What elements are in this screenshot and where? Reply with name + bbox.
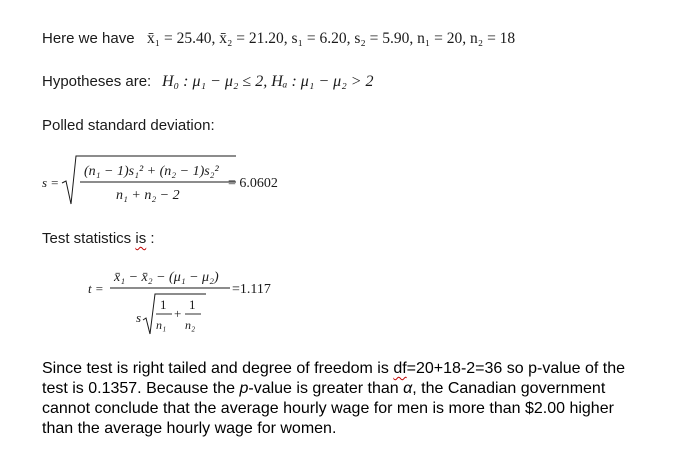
t-numerator: x̄₁ − x̄₂ − (μ₁ − μ₂) bbox=[114, 270, 219, 285]
hypotheses-formula: H₀ : μ₁ − μ₂ ≤ 2, Hₐ : μ₁ − μ₂ > 2 bbox=[162, 73, 374, 90]
pooled-sd-formula bbox=[40, 150, 320, 216]
t-lhs: t = bbox=[88, 281, 104, 296]
pooled-sd-label: Polled standard deviation: bbox=[42, 117, 215, 134]
t-frac1-num: 1 bbox=[160, 297, 167, 312]
t-frac2-den: n₂ bbox=[185, 318, 196, 332]
t-statistic-formula bbox=[88, 262, 318, 340]
pooled-sd-denominator: n₁ + n₂ − 2 bbox=[116, 188, 180, 203]
t-result: =1.117 bbox=[232, 282, 271, 297]
hypotheses-label: Hypotheses are: bbox=[42, 73, 152, 90]
t-frac2-num: 1 bbox=[189, 297, 196, 312]
t-frac1-den: n₁ bbox=[156, 318, 167, 332]
conclusion-paragraph: Since test is right tailed and degree of freedom is df=20+18-2=36 so p-value of the test is 0.1357. Because the p-value is greater than α, the Canadian government cannot conclude that the average hourly wage for men is more than $2.00 higher than the average hourly wage for women. bbox=[42, 360, 626, 437]
pooled-sd-lhs: s = bbox=[42, 175, 60, 190]
pooled-sd-result: = 6.0602 bbox=[228, 176, 278, 191]
t-denominator-s: s bbox=[136, 310, 142, 325]
given-values: x̄₁ = 25.40, x̄₂ = 21.20, s₁ = 6.20, s₂ = 5.90, n₁ = 20, n₂ = 18 bbox=[147, 30, 516, 47]
test-statistics-label: Test statistics is : bbox=[42, 230, 155, 247]
given-label: Here we have bbox=[42, 30, 135, 47]
t-plus: + bbox=[174, 306, 182, 321]
pooled-sd-numerator: (n₁ − 1)s₁² + (n₂ − 1)s₂² bbox=[84, 164, 219, 179]
